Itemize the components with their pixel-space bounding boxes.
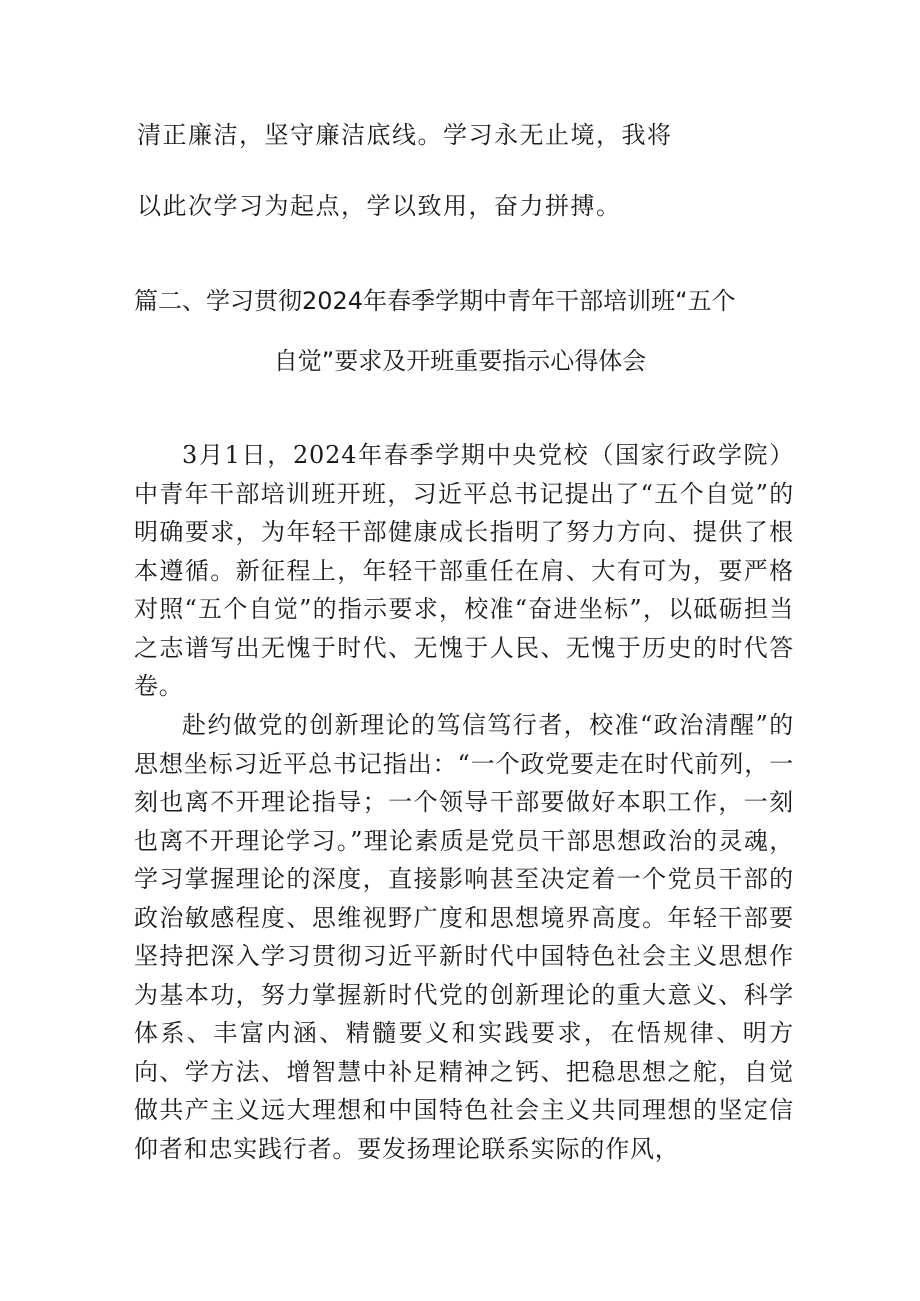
section-title-line-2: 自觉”要求及开班重要指示心得体会 [273,347,647,375]
body-paragraph: 3月1日，2024年春季学期中央党校（国家行政学院）中青年干部培训班开班，习近平总书记提出了“五个自觉”的明确要求，为年轻干部健康成长指明了努力方向、提供了根本遵循。新征程上，年轻干部重任在肩、大有可为，要严格对照“五个自觉”的指示要求，校准“奋进坐标”，以砥砺担当之志谱写出无愧于时代、无愧于人民、无愧于历史的时代答卷。 [134,441,794,700]
body-paragraph: 赴约做党的创新理论的笃信笃行者，校准“政治清醒”的思想坐标习近平总书记指出：“一个政党要走在时代前列，一刻也离不开理论指导；一个领导干部要做好本职工作，一刻也离不开理论学习。”理论素质是党员干部思想政治的灵魂，学习掌握理论的深度，直接影响甚至决定着一个党员干部的政治敏感程度、思维视野广度和思想境界高度。年轻干部要坚持把深入学习贯彻习近平新时代中国特色社会主义思想作为基本功，努力掌握新时代党的创新理论的重大意义、科学体系、丰富内涵、精髓要义和实践要求，在悟规律、明方向、学方法、增智慧中补足精神之钙、把稳思想之舵，自觉做共产主义远大理想和中国特色社会主义共同理想的坚定信仰者和忠实践行者。要发扬理论联系实际的作风， [134,711,794,1163]
section-title-line-1: 篇二、学习贯彻2024年春季学期中青年干部培训班“五个 [134,287,736,315]
continued-text-line: 以此次学习为起点，学以致用，奋力拼搏。 [137,192,622,220]
continued-text-line: 清正廉洁，坚守廉洁底线。学习永无止境，我将 [137,121,673,149]
